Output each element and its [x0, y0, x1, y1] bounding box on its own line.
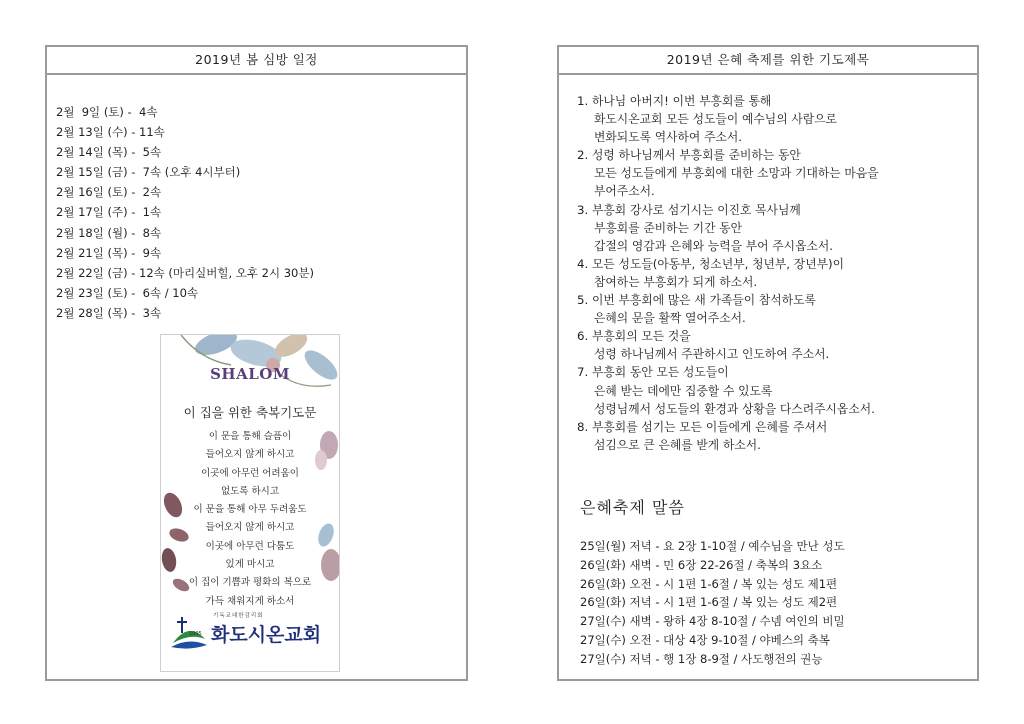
- prayer-line: 이곳에 아무런 어려움이: [201, 467, 299, 479]
- sermon-subheading: 은혜축제 말씀: [580, 498, 685, 517]
- prayer-topic-line: 6. 부흥회의 모든 것을: [577, 329, 691, 344]
- prayer-topic: [577, 327, 879, 363]
- prayer-topic-line: 3. 부흥회 강사로 섬기시는 이진호 목사님께: [577, 202, 801, 217]
- prayer-topic-line: 참여하는 부흥회가 되게 하소서.: [594, 274, 758, 289]
- sermon-item: 26일(화) 오전 - 시 1편 1-6절 / 복 있는 성도 제1편: [580, 576, 838, 591]
- church-logo: [169, 611, 333, 653]
- visitation-schedule-list: [56, 102, 314, 323]
- svg-text:1905: 1905: [189, 631, 202, 637]
- prayer-topic-line: 성령님께서 성도들의 환경과 상황을 다스려주시옵소서.: [594, 401, 875, 416]
- schedule-item: 2월 16일 (토) - 2속: [56, 185, 162, 200]
- prayer-topic-line: 7. 부흥회 동안 모든 성도들이: [577, 365, 729, 380]
- spring-visitation-panel: [45, 45, 468, 681]
- sermon-item: 26일(화) 저녁 - 시 1편 1-6절 / 복 있는 성도 제2편: [580, 595, 838, 610]
- prayer-topic-line: 은혜 받는 데에만 집중할 수 있도록: [594, 383, 773, 398]
- schedule-item: 2월 17일 (주) - 1속: [56, 205, 162, 220]
- prayer-topics-list: [577, 92, 879, 454]
- prayer-line: 들어오지 않게 하시고: [205, 449, 295, 461]
- prayer-line: 이곳에 아무런 다툼도: [205, 540, 295, 552]
- church-name: 화도시온교회: [211, 624, 322, 646]
- schedule-item: 2월 14일 (목) - 5속: [56, 145, 162, 160]
- schedule-item: 2월 18일 (월) - 8속: [56, 225, 162, 240]
- prayer-topic-line: 은혜의 문을 활짝 열어주소서.: [594, 311, 746, 326]
- sermon-item: 27일(수) 저녁 - 행 1장 8-9절 / 사도행전의 권능: [580, 651, 823, 666]
- church-emblem-icon: [169, 613, 209, 653]
- prayer-topic: [577, 255, 879, 291]
- schedule-item: 2월 13일 (수) - 11속: [56, 125, 165, 140]
- prayer-topic: [577, 291, 879, 327]
- prayer-topic-line: 부흥회를 준비하는 기간 동안: [594, 220, 742, 235]
- schedule-item: 2월 22일 (금) - 12속 (마리실버힐, 오후 2시 30분): [56, 265, 314, 280]
- sermon-item: 26일(화) 새벽 - 민 6장 22-26절 / 축복의 3요소: [580, 557, 823, 572]
- shalom-heading: SHALOM: [210, 365, 290, 383]
- blessing-prayer-title: 이 집을 위한 축복기도문: [183, 405, 317, 420]
- prayer-topics-title: 2019년 은혜 축제를 위한 기도제목: [559, 47, 977, 75]
- schedule-item: 2월 28일 (목) - 3속: [56, 305, 162, 320]
- prayer-topic-line: 섬김으로 큰 은혜를 받게 하소서.: [594, 437, 761, 452]
- prayer-line: 가득 채워지게 하소서: [205, 595, 295, 607]
- prayer-line: 이 문을 통해 아무 두려움도: [193, 504, 307, 516]
- schedule-item: 2월 21일 (목) - 9속: [56, 245, 162, 260]
- prayer-line: 없도록 하시고: [220, 485, 280, 497]
- prayer-topic-line: 4. 모든 성도들(아동부, 청소년부, 청년부, 장년부)이: [577, 256, 844, 271]
- prayer-line: 들어오지 않게 하시고: [205, 522, 295, 534]
- schedule-item: 2월 23일 (토) - 6속 / 10속: [56, 285, 199, 300]
- blessing-prayer-lines: [161, 428, 339, 611]
- sermon-item: 27일(수) 새벽 - 왕하 4장 8-10절 / 수넴 여인의 비밀: [580, 614, 845, 629]
- prayer-topic-line: 8. 부흥회를 섬기는 모든 이들에게 은혜를 주셔서: [577, 419, 828, 434]
- prayer-topic-line: 모든 성도들에게 부흥회에 대한 소망과 기대하는 마음을: [594, 166, 879, 181]
- prayer-topic-line: 5. 이번 부흥회에 많은 새 가족들이 참석하도록: [577, 293, 816, 308]
- prayer-topic: [577, 146, 879, 200]
- prayer-line: 이 집이 기쁨과 평화의 복으로: [188, 577, 312, 589]
- prayer-topic-line: 변화되도록 역사하여 주소서.: [594, 130, 742, 145]
- prayer-topic-line: 성령 하나님께서 주관하시고 인도하여 주소서.: [594, 347, 830, 362]
- blessing-prayer-card: [160, 334, 340, 672]
- schedule-item: 2월 15일 (금) - 7속 (오후 4시부터): [56, 165, 241, 180]
- prayer-topic-line: 갑절의 영감과 은혜와 능력을 부어 주시옵소서.: [594, 238, 834, 253]
- prayer-topic-line: 2. 성령 하나님께서 부흥회를 준비하는 동안: [577, 148, 801, 163]
- prayer-topic-line: 부어주소서.: [594, 184, 655, 199]
- prayer-topic: [577, 418, 879, 454]
- prayer-topic-line: 화도시온교회 모든 성도들이 예수님의 사람으로: [594, 112, 837, 127]
- denomination-label: 기독교대한감리회: [213, 613, 264, 619]
- prayer-line: 있게 마시고: [225, 559, 275, 571]
- visitation-title: 2019년 봄 심방 일정: [47, 47, 466, 75]
- sermon-schedule-list: [580, 537, 845, 669]
- prayer-topic: [577, 92, 879, 146]
- schedule-item: 2월 9일 (토) - 4속: [56, 105, 158, 119]
- sermon-item: 27일(수) 오전 - 대상 4장 9-10절 / 야베스의 축복: [580, 632, 830, 647]
- prayer-line: 이 문을 통해 슬픔이: [208, 431, 292, 442]
- prayer-topic: [577, 201, 879, 255]
- prayer-topic-line: 1. 하나님 아버지! 이번 부흥회를 통해: [577, 94, 772, 108]
- prayer-topics-panel: [557, 45, 979, 681]
- sermon-item: 25일(월) 저녁 - 요 2장 1-10절 / 예수님을 만난 성도: [580, 539, 845, 553]
- prayer-topic: [577, 363, 879, 417]
